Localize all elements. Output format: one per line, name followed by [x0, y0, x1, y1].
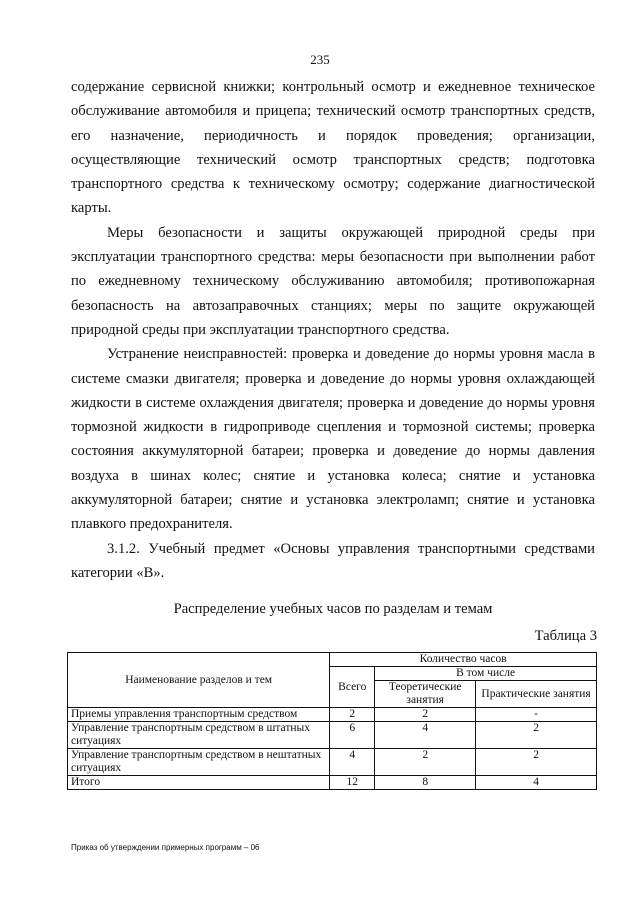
body-text [71, 75, 595, 585]
table-header-row [68, 653, 597, 667]
table-row [68, 749, 597, 776]
header-hours: Количество часов [330, 653, 597, 667]
page-number: 235 [310, 52, 330, 67]
table-caption: Распределение учебных часов по разделам и темам [173, 601, 493, 617]
table-row [68, 708, 597, 722]
row-practice: - [476, 708, 597, 722]
paragraph-safety-measures: Меры безопасности и защиты окружающей природной среды при эксплуатации транспортного средства: меры безопасности при выполнении работ по ежедневному техническому обслуживанию автомобиля; противопожарная безопасность на автозаправочных станциях; меры по защите окружающей природной среды при эксплуатации транспортного средства. [71, 224, 595, 338]
row-name: Итого [68, 776, 330, 790]
row-name: Управление транспортным средством в нештатных ситуациях [68, 749, 330, 776]
row-total: 4 [330, 749, 375, 776]
row-total: 2 [330, 708, 375, 722]
header-total: Всего [330, 667, 375, 708]
row-theory: 2 [375, 749, 476, 776]
row-total: 12 [330, 776, 375, 790]
row-practice: 2 [476, 722, 597, 749]
row-theory: 2 [375, 708, 476, 722]
table-label: Таблица 3 [534, 628, 597, 644]
header-including: В том числе [375, 667, 597, 681]
table-total-row [68, 776, 597, 790]
row-name: Приемы управления транспортным средством [68, 708, 330, 722]
paragraph-subject-heading: 3.1.2. Учебный предмет «Основы управления транспортными средствами категории «В». [71, 540, 595, 581]
hours-table [67, 652, 597, 790]
paragraph-troubleshooting: Устранение неисправностей: проверка и доведение до нормы уровня масла в системе смазки двигателя; проверка и доведение до нормы уровня охлаждающей жидкости в системе охлаждения двигателя; проверка и доведение до нормы уровня тормозной жидкости в гидроприводе сцепления и тормозной системы; проверка состояния аккумуляторной батареи; проверка и доведение до нормы давления воздуха в шинах колес; снятие и установка колеса; снятие и установка аккумуляторной батареи; снятие и установка электроламп; снятие и установка плавкого предохранителя. [71, 346, 595, 533]
header-practice: Практические занятия [476, 681, 597, 708]
header-theory: Теоретические занятия [375, 681, 476, 708]
row-practice: 2 [476, 749, 597, 776]
footer-note: Приказ об утверждении примерных программ – 06 [71, 843, 260, 852]
row-practice: 4 [476, 776, 597, 790]
header-name: Наименование разделов и тем [68, 653, 330, 708]
row-theory: 8 [375, 776, 476, 790]
row-total: 6 [330, 722, 375, 749]
table-row [68, 722, 597, 749]
row-theory: 4 [375, 722, 476, 749]
paragraph-service-book: содержание сервисной книжки; контрольный осмотр и ежедневное техническое обслуживание автомобиля и прицепа; технический осмотр транспортных средств, его назначение, периодичность и порядок проведения; организации, осуществляющие технический осмотр транспортных средств; подготовка транспортного средства к техническому осмотру; содержание диагностической карты. [71, 79, 595, 217]
row-name: Управление транспортным средством в штатных ситуациях [68, 722, 330, 749]
